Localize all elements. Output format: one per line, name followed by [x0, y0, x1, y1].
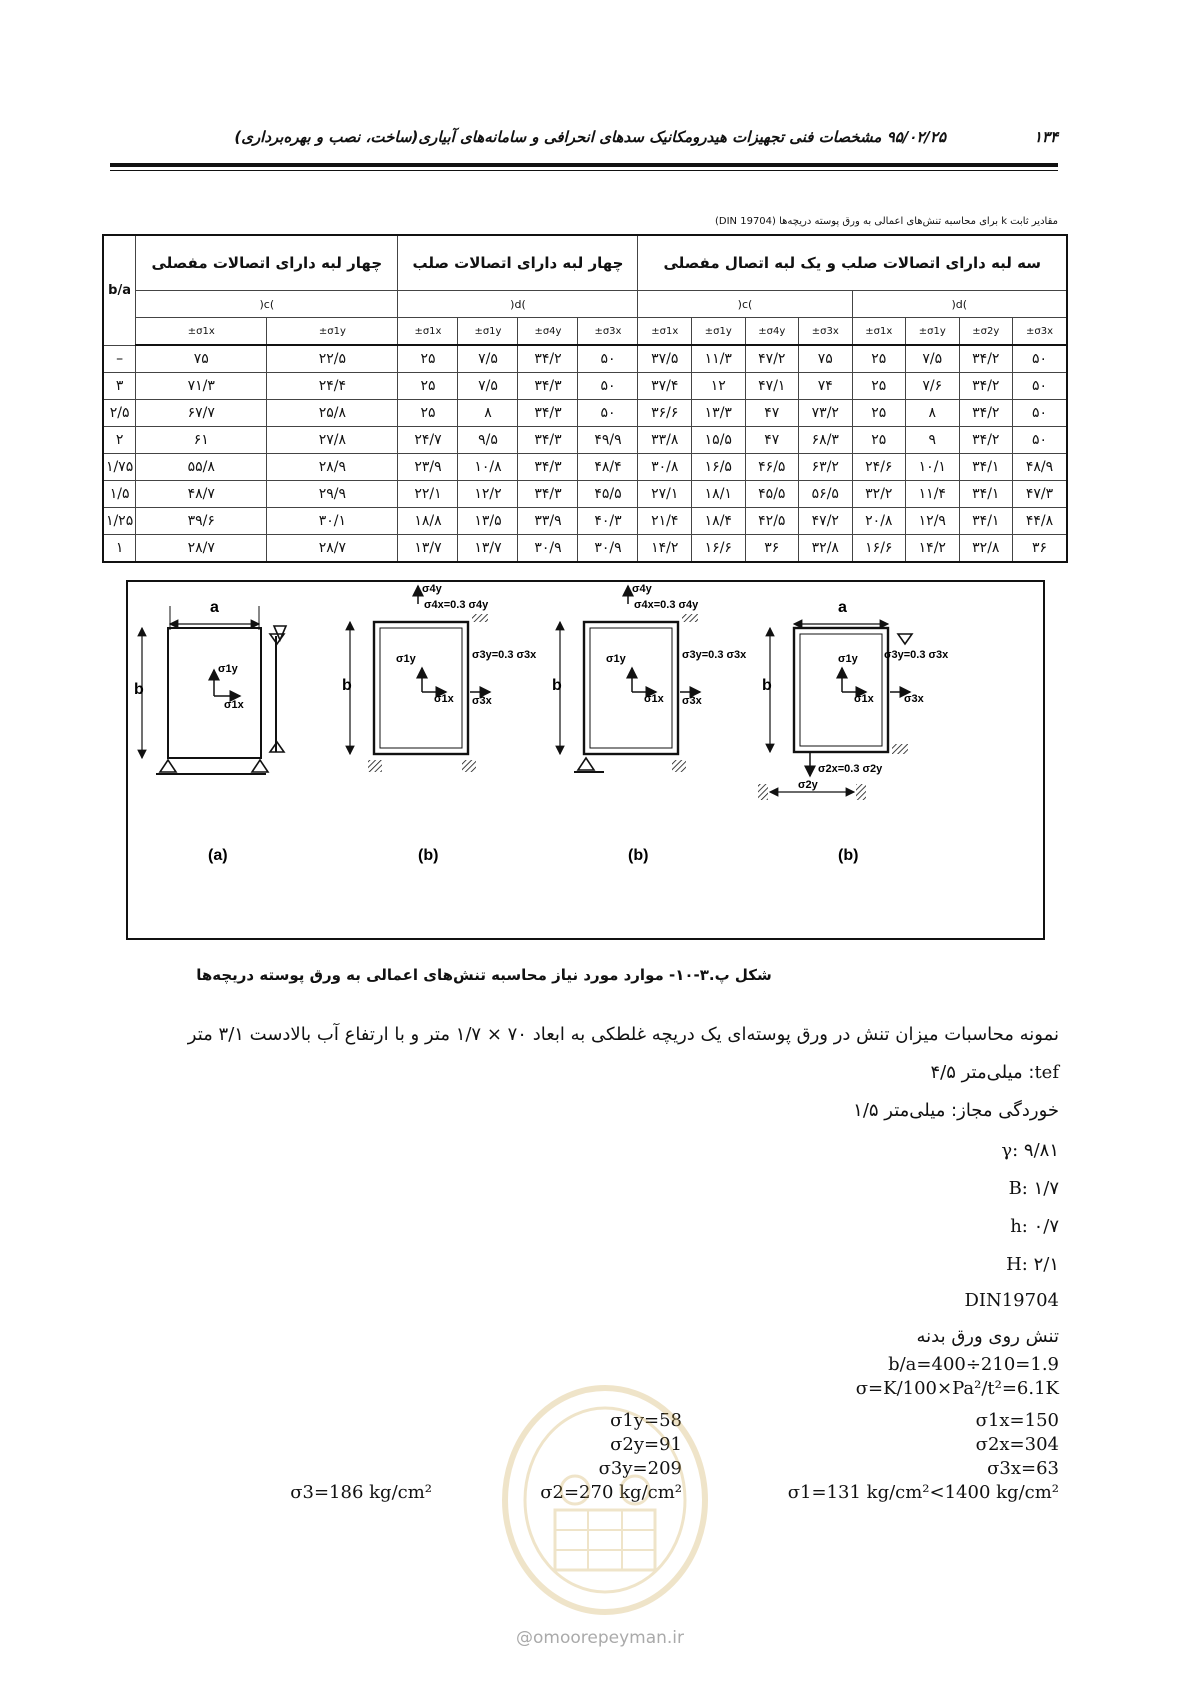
svg-text:σ3y=0.3 σ3x: σ3y=0.3 σ3x [682, 649, 747, 661]
table-cell: ۷۱/۳ [136, 373, 267, 400]
table-cell: ۳۴/۲ [518, 345, 578, 373]
table-cell: ۵۰ [578, 400, 638, 427]
table-cell: ۳۷/۴ [638, 373, 692, 400]
table-cell: ۲۵ [852, 373, 906, 400]
group-header-four-rigid: چهار لبه دارای اتصالات صلب [398, 235, 638, 291]
table-cell: ۳۶ [745, 535, 799, 563]
plate-stress-heading: تنش روی ورق بدنه [916, 1326, 1059, 1347]
table-cell: ۳۰/۱ [267, 508, 398, 535]
svg-text:σ3y=0.3 σ3x: σ3y=0.3 σ3x [884, 649, 949, 661]
table-cell: ۴۹/۹ [578, 427, 638, 454]
table-row [103, 535, 1067, 563]
table-cell: ۷/۵ [906, 345, 960, 373]
table-cell: ۳۴/۳ [518, 481, 578, 508]
table-cell: ۱۶/۶ [692, 535, 746, 563]
dim-a-label: a [210, 599, 219, 616]
table-cell: ۷۵ [799, 345, 853, 373]
table-cell: ۷۵ [136, 345, 267, 373]
column-header: ±σ1x [852, 318, 906, 346]
ba-cell: ۲ [103, 427, 136, 454]
svg-text:b: b [342, 677, 352, 694]
table-cell: ۴۸/۹ [1013, 454, 1067, 481]
table-cell: ۵۰ [1013, 373, 1067, 400]
table-cell: ۲۵ [852, 345, 906, 373]
panel-b2 [552, 582, 747, 864]
table-row [103, 481, 1067, 508]
ba-cell: ۱/۵ [103, 481, 136, 508]
table-cell: ۵۰ [578, 345, 638, 373]
svg-text:b: b [552, 677, 562, 694]
s2y-value: σ2y=91 [610, 1434, 682, 1455]
svg-text:σ4y: σ4y [632, 583, 652, 595]
table-row [103, 508, 1067, 535]
H-line: H: ۲/۱ [1006, 1254, 1059, 1275]
table-cell: ۱۳/۳ [692, 400, 746, 427]
table-cell: ۱۸/۴ [692, 508, 746, 535]
table-cell: ۲۵ [852, 427, 906, 454]
table-cell: ۲۴/۶ [852, 454, 906, 481]
svg-text:σ1y: σ1y [606, 653, 626, 665]
subheader-c: )c( [638, 291, 852, 318]
svg-text:σ2y: σ2y [798, 779, 818, 791]
label-s1y: σ1y [218, 663, 238, 675]
column-header: ±σ4y [745, 318, 799, 346]
intro-paragraph: نمونه محاسبات میزان تنش در ورق پوسته‌ای یک دریچه غلطکی به ابعاد ۷۰ × ۱/۷ متر و با ارتفاع آب بالادست ۳/۱ متر [187, 1024, 1059, 1045]
table-cell: ۴۷/۱ [745, 373, 799, 400]
column-header: ±σ2y [959, 318, 1013, 346]
corrosion-line: خوردگی مجاز: میلی‌متر ۱/۵ [853, 1100, 1059, 1121]
table-cell: ۳۴/۳ [518, 400, 578, 427]
svg-text:σ3x: σ3x [682, 695, 702, 707]
plate-support-diagram [128, 582, 1042, 937]
svg-text:σ3x: σ3x [904, 693, 924, 705]
table-cell: ۱۰/۱ [906, 454, 960, 481]
table-cell: ۶۷/۷ [136, 400, 267, 427]
table-cell: ۱۵/۵ [692, 427, 746, 454]
tef-line [930, 1062, 1059, 1083]
table-cell: ۴۷/۳ [1013, 481, 1067, 508]
column-header: ±σ1y [267, 318, 398, 346]
table-cell: ۳۷/۵ [638, 345, 692, 373]
column-header: ±σ3x [1013, 318, 1067, 346]
table-cell: ۴۵/۵ [578, 481, 638, 508]
table-cell: ۵۰ [1013, 345, 1067, 373]
ba-cell: ۱ [103, 535, 136, 563]
table-cell: ۷۳/۲ [799, 400, 853, 427]
table-row [103, 345, 1067, 373]
table-cell: ۶۱ [136, 427, 267, 454]
table-cell: ۳۲/۸ [799, 535, 853, 563]
table-cell: ۸ [906, 400, 960, 427]
din-line: DIN19704 [964, 1290, 1059, 1311]
column-header: ±σ3x [799, 318, 853, 346]
table-cell: ۲۹/۹ [267, 481, 398, 508]
table-cell: ۲۷/۱ [638, 481, 692, 508]
gamma-line: γ: ۹/۸۱ [1001, 1140, 1059, 1161]
table-cell: ۳۲/۲ [852, 481, 906, 508]
column-header: ±σ1y [906, 318, 960, 346]
svg-text:σ1x: σ1x [434, 693, 454, 705]
table-cell: ۵۶/۵ [799, 481, 853, 508]
table-cell: ۲۲/۵ [267, 345, 398, 373]
column-header: ±σ1x [136, 318, 267, 346]
table-cell: ۳۲/۸ [959, 535, 1013, 563]
sigma-formula: σ=K/100×Pa²/t²=6.1K [855, 1378, 1059, 1399]
svg-text:σ2x=0.3 σ2y: σ2x=0.3 σ2y [818, 763, 883, 775]
ba-cell: ۲/۵ [103, 400, 136, 427]
figure-caption: شکل پ.۳-۱۰- موارد مورد نیاز محاسبه تنش‌های اعمالی به ورق پوسته دریچه‌ها [196, 966, 772, 984]
svg-text:σ1x: σ1x [644, 693, 664, 705]
ba-cell: ۱/۷۵ [103, 454, 136, 481]
table-cell: ۲۸/۹ [267, 454, 398, 481]
column-header: ±σ1y [458, 318, 518, 346]
table-cell: ۱۳/۷ [398, 535, 458, 563]
table-cell: ۴۲/۵ [745, 508, 799, 535]
panel-b1 [342, 582, 537, 864]
table-cell: ۲۵ [852, 400, 906, 427]
table-cell: ۱۶/۵ [692, 454, 746, 481]
group-header-three-edges: سه لبه دارای اتصالات صلب و یک لبه اتصال مفصلی [638, 235, 1067, 291]
ba-header: b/a [103, 235, 136, 345]
svg-text:σ1y: σ1y [396, 653, 416, 665]
dim-b-label: b [134, 681, 144, 698]
table-cell: ۴۰/۳ [578, 508, 638, 535]
table-cell: ۹/۵ [458, 427, 518, 454]
table-cell: ۳۴/۲ [959, 373, 1013, 400]
table-cell: ۷/۵ [458, 345, 518, 373]
svg-text:σ3x: σ3x [472, 695, 492, 707]
table-cell: ۳۳/۹ [518, 508, 578, 535]
table-row [103, 454, 1067, 481]
table-cell: ۱۸/۸ [398, 508, 458, 535]
table-cell: ۲۸/۷ [267, 535, 398, 563]
column-header: ±σ1y [692, 318, 746, 346]
panel-label-b1: (b) [418, 847, 439, 864]
table-cell: ۴۷/۲ [745, 345, 799, 373]
table-cell: ۲۱/۴ [638, 508, 692, 535]
table-cell: ۱۴/۲ [638, 535, 692, 563]
s1-total: σ1=131 kg/cm²<1400 kg/cm² [787, 1482, 1059, 1503]
table-cell: ۶۳/۲ [799, 454, 853, 481]
table-cell: ۳۳/۸ [638, 427, 692, 454]
ba-calc: b/a=400÷210=1.9 [888, 1354, 1059, 1375]
running-title: ۹۵/۰۲/۲۵ مشخصات فنی تجهیزات هیدرومکانیک سدهای انحرافی و سامانه‌های آبیاری(ساخت، نصب و بهره‌برداری) [234, 128, 946, 146]
table-cell: ۱۶/۶ [852, 535, 906, 563]
table-cell: ۱۲/۲ [458, 481, 518, 508]
table-cell: ۵۰ [1013, 400, 1067, 427]
table-cell: ۱۲ [692, 373, 746, 400]
table-cell: ۲۵ [398, 400, 458, 427]
table-cell: ۱۴/۲ [906, 535, 960, 563]
header-rule [110, 163, 1058, 167]
table-cell: ۳۰/۹ [578, 535, 638, 563]
subheader-d: )d( [398, 291, 638, 318]
table-cell: ۳۴/۳ [518, 373, 578, 400]
table-cell: ۱۱/۳ [692, 345, 746, 373]
table-row [103, 400, 1067, 427]
table-cell: ۷۴ [799, 373, 853, 400]
column-header: ±σ1x [398, 318, 458, 346]
column-header: ±σ4y [518, 318, 578, 346]
ba-cell: ۳ [103, 373, 136, 400]
table-cell: ۲۵/۸ [267, 400, 398, 427]
table-cell: ۳۶ [1013, 535, 1067, 563]
subheader-d: )d( [852, 291, 1067, 318]
panel-b3 [758, 599, 949, 864]
panel-a [134, 599, 286, 864]
table-cell: ۳۴/۳ [518, 454, 578, 481]
panel-label-a: (a) [208, 847, 228, 864]
s1x-value: σ1x=150 [975, 1410, 1059, 1431]
h-line: h: ۰/۷ [1010, 1216, 1059, 1237]
table-cell: ۱۸/۱ [692, 481, 746, 508]
table-cell: ۴۴/۸ [1013, 508, 1067, 535]
svg-text:σ4y: σ4y [422, 583, 442, 595]
column-header: ±σ3x [578, 318, 638, 346]
svg-text:σ4x=0.3 σ4y: σ4x=0.3 σ4y [424, 599, 489, 611]
table-cell: ۲۰/۸ [852, 508, 906, 535]
table-cell: ۱۳/۵ [458, 508, 518, 535]
tef-value: : میلی‌متر ۴/۵ [930, 1062, 1035, 1083]
table-cell: ۴۷ [745, 400, 799, 427]
ba-cell: – [103, 345, 136, 373]
table-cell: ۵۵/۸ [136, 454, 267, 481]
table-cell: ۷/۵ [458, 373, 518, 400]
table-cell: ۹ [906, 427, 960, 454]
table-row [103, 373, 1067, 400]
table-caption: مقادیر ثابت k برای محاسبه تنش‌های اعمالی به ورق پوسته دریچه‌ها (DIN 19704) [715, 216, 1058, 227]
table-cell: ۳۰/۸ [638, 454, 692, 481]
s2-total: σ2=270 kg/cm² [540, 1482, 682, 1503]
table-cell: ۴۵/۵ [745, 481, 799, 508]
table-cell: ۴۷/۲ [799, 508, 853, 535]
table-cell: ۱۰/۸ [458, 454, 518, 481]
tef-label: tef [1034, 1062, 1059, 1083]
svg-text:a: a [838, 599, 847, 616]
s3y-value: σ3y=209 [598, 1458, 682, 1479]
table-cell: ۳۴/۲ [959, 427, 1013, 454]
table-cell: ۷/۶ [906, 373, 960, 400]
table-cell: ۵۰ [1013, 427, 1067, 454]
table-cell: ۳۴/۲ [959, 400, 1013, 427]
table-cell: ۴۸/۴ [578, 454, 638, 481]
k-constants-table [102, 234, 1068, 563]
table-cell: ۱۲/۹ [906, 508, 960, 535]
watermark-seal [495, 1380, 715, 1620]
s3x-value: σ3x=63 [987, 1458, 1059, 1479]
B-line: B: ۱/۷ [1008, 1178, 1059, 1199]
table-cell: ۳۴/۳ [518, 427, 578, 454]
table-cell: ۴۸/۷ [136, 481, 267, 508]
table-cell: ۲۵ [398, 373, 458, 400]
table-row [103, 427, 1067, 454]
table-cell: ۵۰ [578, 373, 638, 400]
panel-label-b3: (b) [838, 847, 859, 864]
table-cell: ۲۵ [398, 345, 458, 373]
table-cell: ۴۶/۵ [745, 454, 799, 481]
table-cell: ۲۴/۴ [267, 373, 398, 400]
ba-cell: ۱/۲۵ [103, 508, 136, 535]
svg-text:σ4x=0.3 σ4y: σ4x=0.3 σ4y [634, 599, 699, 611]
svg-text:σ3y=0.3 σ3x: σ3y=0.3 σ3x [472, 649, 537, 661]
table-cell: ۲۲/۱ [398, 481, 458, 508]
panel-label-b2: (b) [628, 847, 649, 864]
table-cell: ۶۸/۳ [799, 427, 853, 454]
table-cell: ۳۴/۱ [959, 454, 1013, 481]
svg-text:σ1y: σ1y [838, 653, 858, 665]
label-s1x: σ1x [224, 699, 244, 711]
table-cell: ۳۴/۲ [959, 345, 1013, 373]
table-cell: ۳۴/۱ [959, 481, 1013, 508]
table-cell: ۳۶/۶ [638, 400, 692, 427]
group-header-four-hinged: چهار لبه دارای اتصالات مفصلی [136, 235, 398, 291]
figure-frame [126, 580, 1045, 940]
s1y-value: σ1y=58 [610, 1410, 682, 1431]
subheader-c: )c( [136, 291, 398, 318]
table-cell: ۱۳/۷ [458, 535, 518, 563]
svg-text:b: b [762, 677, 772, 694]
table-cell: ۲۳/۹ [398, 454, 458, 481]
table-cell: ۴۷ [745, 427, 799, 454]
svg-text:σ1x: σ1x [854, 693, 874, 705]
table-cell: ۲۸/۷ [136, 535, 267, 563]
page-header [110, 128, 1058, 152]
table-cell: ۲۴/۷ [398, 427, 458, 454]
table-cell: ۲۷/۸ [267, 427, 398, 454]
s3-total: σ3=186 kg/cm² [290, 1482, 432, 1503]
table-cell: ۸ [458, 400, 518, 427]
table-cell: ۳۰/۹ [518, 535, 578, 563]
table-cell: ۳۹/۶ [136, 508, 267, 535]
column-header: ±σ1x [638, 318, 692, 346]
table-cell: ۳۴/۱ [959, 508, 1013, 535]
s2x-value: σ2x=304 [975, 1434, 1059, 1455]
watermark-url: @omoorepeyman.ir [515, 1628, 685, 1648]
page-number: ۱۳۴ [1033, 128, 1058, 146]
header-rule-thin [110, 170, 1058, 171]
table-cell: ۱۱/۴ [906, 481, 960, 508]
